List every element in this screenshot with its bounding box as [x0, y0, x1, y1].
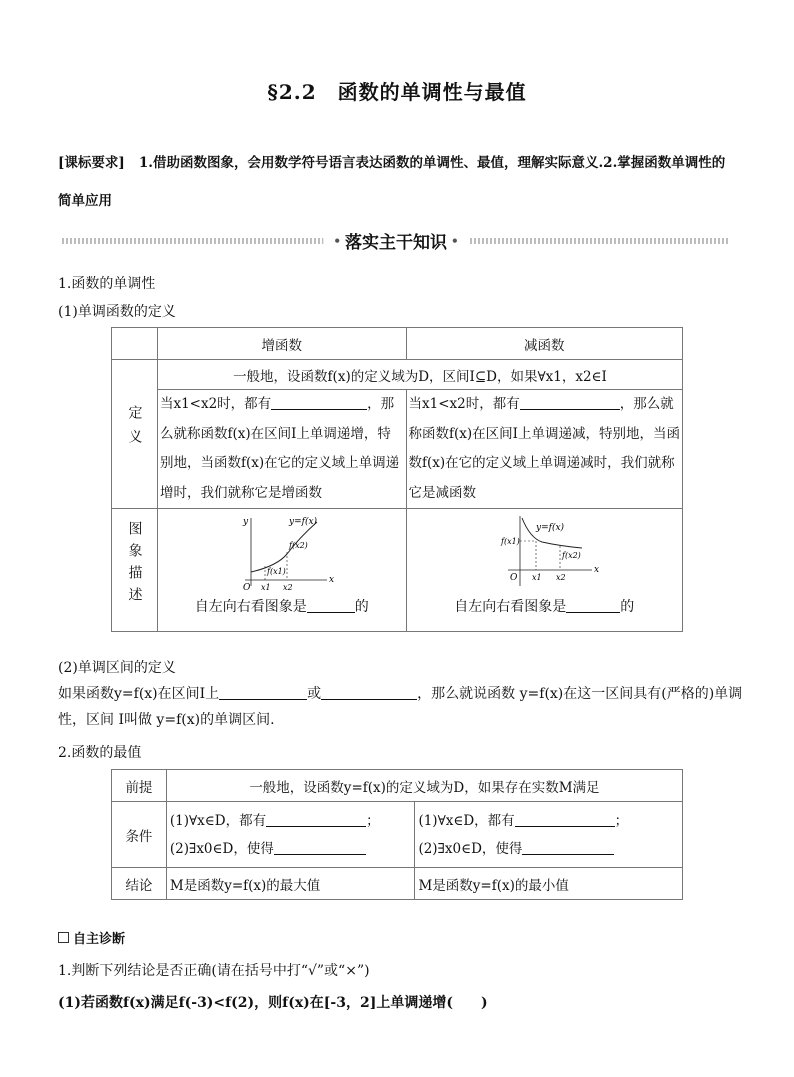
max-conclusion: M是函数y=f(x)的最大值 [166, 868, 415, 900]
inc-part2: ，那么就称函数f(x)在区间I上单调递增，特别地，当函数f(x)在它的定义域上单调递增时，我们就称它是增函数 [159, 396, 400, 501]
dec-part2: ，那么就称函数f(x)在区间I上单调递减，特别地，当函数f(x)在它的定义域上单调递减时，我们就称它是减函数 [408, 396, 680, 501]
header-increasing: 增函数 [157, 328, 406, 360]
inc-x-label: x [328, 575, 335, 585]
page-title: §2.2 函数的单调性与最值 [267, 80, 527, 104]
inc-x1: x1 [260, 583, 271, 592]
dec-x1: x1 [531, 573, 542, 582]
banner-text: • 落实主干知识 • [323, 228, 468, 253]
definition-label: 定义 [112, 360, 158, 509]
question-1: 1.判断下列结论是否正确(请在括号中打“√”或“×”) [58, 963, 370, 979]
decreasing-caption: 自左向右看图象是 的 [454, 599, 635, 615]
inc-fx2: f(x2) [288, 541, 308, 550]
condition-label: 条件 [112, 802, 167, 868]
dec-origin: O [509, 573, 517, 583]
section1-sub1: (1)单调函数的定义 [58, 304, 176, 320]
increasing-graph [237, 514, 337, 594]
square-icon [58, 932, 69, 943]
requirement-text: 1.借助函数图象，会用数学符号语言表达函数的单调性、最值，理解实际意义.2.掌握函数单调性的简单应用 [58, 155, 726, 209]
section1-sub2: (2)单调区间的定义 [58, 660, 176, 676]
monotonic-definition-table [111, 327, 683, 632]
max-conditions: (1)∀x∈D，都有 ； (2)∃x0∈D，使得 [166, 802, 415, 868]
dec-blank [520, 395, 620, 410]
dec-part1: 当x1<x2时，都有 [408, 396, 520, 412]
requirement-tag: [课标要求] [58, 155, 125, 171]
inc-curve-label: y=f(x) [288, 517, 318, 527]
inc-y-label: y [242, 517, 249, 527]
min-conditions: (1)∀x∈D，都有 ； (2)∃x0∈D，使得 [415, 802, 683, 868]
dec-x2: x2 [555, 573, 566, 582]
interval-definition: 如果函数y=f(x)在区间I上 或 ，那么就说函数 y=f(x)在这一区间具有(严格的)单调性，区间 I叫做 y=f(x)的单调区间. [58, 686, 743, 728]
section1-heading: 1.函数的单调性 [58, 276, 156, 292]
section2-heading: 2.函数的最值 [58, 745, 142, 761]
decreasing-graph-cell [406, 509, 683, 632]
inc-part1: 当x1<x2时，都有 [159, 396, 272, 412]
dec-fx1: f(x1) [500, 537, 520, 546]
graph-label: 图象描述 [112, 509, 158, 632]
increasing-graph-cell [157, 509, 406, 632]
extremum-table [111, 769, 683, 900]
inc-x2: x2 [282, 583, 293, 592]
min-conclusion: M是函数y=f(x)的最小值 [415, 868, 683, 900]
decreasing-definition [406, 390, 683, 509]
premise-text: 一般地，设函数y=f(x)的定义域为D，如果存在实数M满足 [166, 770, 682, 802]
table1-corner [112, 328, 158, 360]
section-banner [62, 228, 730, 254]
inc-origin: O [242, 583, 251, 593]
diagnosis-heading: 自主诊断 [58, 928, 125, 947]
decreasing-graph [500, 514, 600, 594]
increasing-definition [157, 390, 406, 509]
header-decreasing: 减函数 [406, 328, 683, 360]
premise-label: 前提 [112, 770, 167, 802]
conclusion-label: 结论 [112, 868, 167, 900]
definition-common: 一般地，设函数f(x)的定义域为D，区间I⊆D，如果∀x1，x2∈I [157, 360, 682, 390]
increasing-caption: 自左向右看图象是 的 [194, 599, 369, 615]
question-1-1: (1)若函数f(x)满足f(-3)<f(2)，则f(x)在[-3，2]上单调递增( ) [58, 995, 488, 1011]
curriculum-requirement [58, 144, 738, 220]
dec-fx2: f(x2) [561, 551, 581, 560]
dec-curve-label: y=f(x) [535, 523, 564, 533]
inc-fx1: f(x1) [266, 567, 286, 576]
inc-blank [271, 395, 367, 410]
dec-x-label: x [593, 565, 599, 575]
